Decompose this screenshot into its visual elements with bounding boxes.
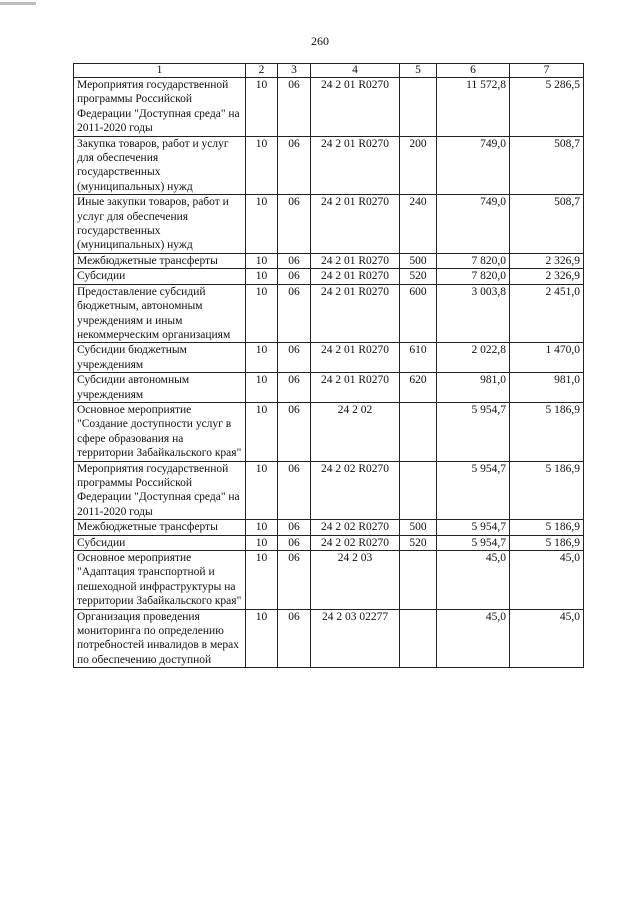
table-row [74, 461, 584, 520]
row-code-cell: 24 2 02 R0270 [311, 461, 400, 520]
row-name-cell: Субсидии автономным учреждениям [74, 373, 246, 403]
row-code-cell: 24 2 01 R0270 [311, 195, 400, 254]
header-col-1: 1 [74, 64, 246, 78]
header-col-6: 6 [437, 64, 510, 78]
row-section-cell: 10 [246, 136, 278, 195]
row-section-cell: 10 [246, 402, 278, 461]
row-name-cell: Межбюджетные трансферты [74, 520, 246, 535]
page-number: 260 [311, 34, 329, 48]
row-value-col7-cell: 1 470,0 [510, 343, 584, 373]
row-expense-type-cell [400, 78, 437, 137]
row-value-col7-cell: 5 186,9 [510, 402, 584, 461]
row-name-cell: Субсидии [74, 535, 246, 550]
table-row [74, 343, 584, 373]
header-col-2: 2 [246, 64, 278, 78]
row-code-cell: 24 2 01 R0270 [311, 136, 400, 195]
header-col-3: 3 [278, 64, 311, 78]
row-expense-type-cell: 240 [400, 195, 437, 254]
table-row [74, 136, 584, 195]
row-name-cell: Межбюджетные трансферты [74, 253, 246, 268]
row-expense-type-cell: 520 [400, 269, 437, 284]
row-subsection-cell: 06 [278, 373, 311, 403]
row-name-cell: Субсидии [74, 269, 246, 284]
table-row [74, 284, 584, 343]
row-code-cell: 24 2 02 R0270 [311, 535, 400, 550]
header-col-7: 7 [510, 64, 584, 78]
row-subsection-cell: 06 [278, 609, 311, 668]
row-value-col6-cell: 749,0 [437, 195, 510, 254]
row-code-cell: 24 2 02 R0270 [311, 520, 400, 535]
row-value-col7-cell: 5 186,9 [510, 461, 584, 520]
row-expense-type-cell [400, 461, 437, 520]
row-code-cell: 24 2 01 R0270 [311, 373, 400, 403]
scan-corner-mark [0, 2, 36, 5]
row-section-cell: 10 [246, 343, 278, 373]
row-section-cell: 10 [246, 195, 278, 254]
row-value-col7-cell: 508,7 [510, 195, 584, 254]
row-subsection-cell: 06 [278, 551, 311, 610]
row-section-cell: 10 [246, 551, 278, 610]
table-row [74, 78, 584, 137]
row-value-col7-cell: 45,0 [510, 609, 584, 668]
row-value-col7-cell: 508,7 [510, 136, 584, 195]
row-value-col6-cell: 5 954,7 [437, 402, 510, 461]
row-value-col6-cell: 5 954,7 [437, 461, 510, 520]
row-section-cell: 10 [246, 535, 278, 550]
row-name-cell: Основное мероприятие "Адаптация транспортной и пешеходной инфраструктуры на территории Забайкальского края" [74, 551, 246, 610]
row-subsection-cell: 06 [278, 284, 311, 343]
row-value-col7-cell: 2 451,0 [510, 284, 584, 343]
row-name-cell: Мероприятия государственной программы Российской Федерации "Доступная среда" на 2011-2020 годы [74, 461, 246, 520]
row-code-cell: 24 2 03 02277 [311, 609, 400, 668]
row-value-col6-cell: 7 820,0 [437, 269, 510, 284]
row-value-col6-cell: 5 954,7 [437, 520, 510, 535]
row-expense-type-cell: 500 [400, 520, 437, 535]
row-value-col7-cell: 45,0 [510, 551, 584, 610]
table-row [74, 373, 584, 403]
row-section-cell: 10 [246, 373, 278, 403]
row-section-cell: 10 [246, 461, 278, 520]
row-name-cell: Субсидии бюджетным учреждениям [74, 343, 246, 373]
row-subsection-cell: 06 [278, 78, 311, 137]
table-row [74, 195, 584, 254]
row-code-cell: 24 2 03 [311, 551, 400, 610]
row-subsection-cell: 06 [278, 402, 311, 461]
row-name-cell: Организация проведения мониторинга по определению потребностей инвалидов в мерах по обеспечению доступной [74, 609, 246, 668]
row-section-cell: 10 [246, 269, 278, 284]
row-code-cell: 24 2 02 [311, 402, 400, 461]
row-expense-type-cell: 620 [400, 373, 437, 403]
row-value-col6-cell: 2 022,8 [437, 343, 510, 373]
header-row [74, 64, 584, 78]
row-subsection-cell: 06 [278, 269, 311, 284]
table-row [74, 609, 584, 668]
row-expense-type-cell: 200 [400, 136, 437, 195]
row-value-col7-cell: 981,0 [510, 373, 584, 403]
table-row [74, 535, 584, 550]
row-expense-type-cell: 600 [400, 284, 437, 343]
table-row [74, 520, 584, 535]
row-section-cell: 10 [246, 520, 278, 535]
row-code-cell: 24 2 01 R0270 [311, 269, 400, 284]
row-value-col6-cell: 45,0 [437, 551, 510, 610]
row-subsection-cell: 06 [278, 520, 311, 535]
row-expense-type-cell [400, 609, 437, 668]
row-expense-type-cell: 500 [400, 253, 437, 268]
budget-table [73, 63, 584, 668]
row-value-col6-cell: 749,0 [437, 136, 510, 195]
row-expense-type-cell: 520 [400, 535, 437, 550]
row-section-cell: 10 [246, 253, 278, 268]
row-code-cell: 24 2 01 R0270 [311, 78, 400, 137]
header-col-4: 4 [311, 64, 400, 78]
row-value-col7-cell: 5 186,9 [510, 535, 584, 550]
row-expense-type-cell: 610 [400, 343, 437, 373]
row-name-cell: Предоставление субсидий бюджетным, автономным учреждениям и иным некоммерческим организациям [74, 284, 246, 343]
table-row [74, 253, 584, 268]
row-value-col7-cell: 5 186,9 [510, 520, 584, 535]
table-row [74, 402, 584, 461]
row-value-col7-cell: 2 326,9 [510, 253, 584, 268]
row-subsection-cell: 06 [278, 253, 311, 268]
row-value-col6-cell: 11 572,8 [437, 78, 510, 137]
row-subsection-cell: 06 [278, 343, 311, 373]
row-value-col7-cell: 5 286,5 [510, 78, 584, 137]
row-subsection-cell: 06 [278, 195, 311, 254]
table-body [74, 64, 584, 668]
row-subsection-cell: 06 [278, 136, 311, 195]
row-value-col6-cell: 981,0 [437, 373, 510, 403]
header-col-5: 5 [400, 64, 437, 78]
row-section-cell: 10 [246, 78, 278, 137]
row-section-cell: 10 [246, 284, 278, 343]
row-code-cell: 24 2 01 R0270 [311, 343, 400, 373]
row-name-cell: Закупка товаров, работ и услуг для обеспечения государственных (муниципальных) нужд [74, 136, 246, 195]
row-subsection-cell: 06 [278, 535, 311, 550]
row-value-col6-cell: 3 003,8 [437, 284, 510, 343]
row-code-cell: 24 2 01 R0270 [311, 253, 400, 268]
row-name-cell: Основное мероприятие "Создание доступности услуг в сфере образования на территории Забайкальского края" [74, 402, 246, 461]
row-code-cell: 24 2 01 R0270 [311, 284, 400, 343]
table-row [74, 269, 584, 284]
row-section-cell: 10 [246, 609, 278, 668]
row-value-col6-cell: 45,0 [437, 609, 510, 668]
row-name-cell: Иные закупки товаров, работ и услуг для обеспечения государственных (муниципальных) нужд [74, 195, 246, 254]
row-expense-type-cell [400, 551, 437, 610]
row-name-cell: Мероприятия государственной программы Российской Федерации "Доступная среда" на 2011-2020 годы [74, 78, 246, 137]
row-expense-type-cell [400, 402, 437, 461]
row-value-col6-cell: 5 954,7 [437, 535, 510, 550]
row-value-col6-cell: 7 820,0 [437, 253, 510, 268]
table-row [74, 551, 584, 610]
row-value-col7-cell: 2 326,9 [510, 269, 584, 284]
row-subsection-cell: 06 [278, 461, 311, 520]
